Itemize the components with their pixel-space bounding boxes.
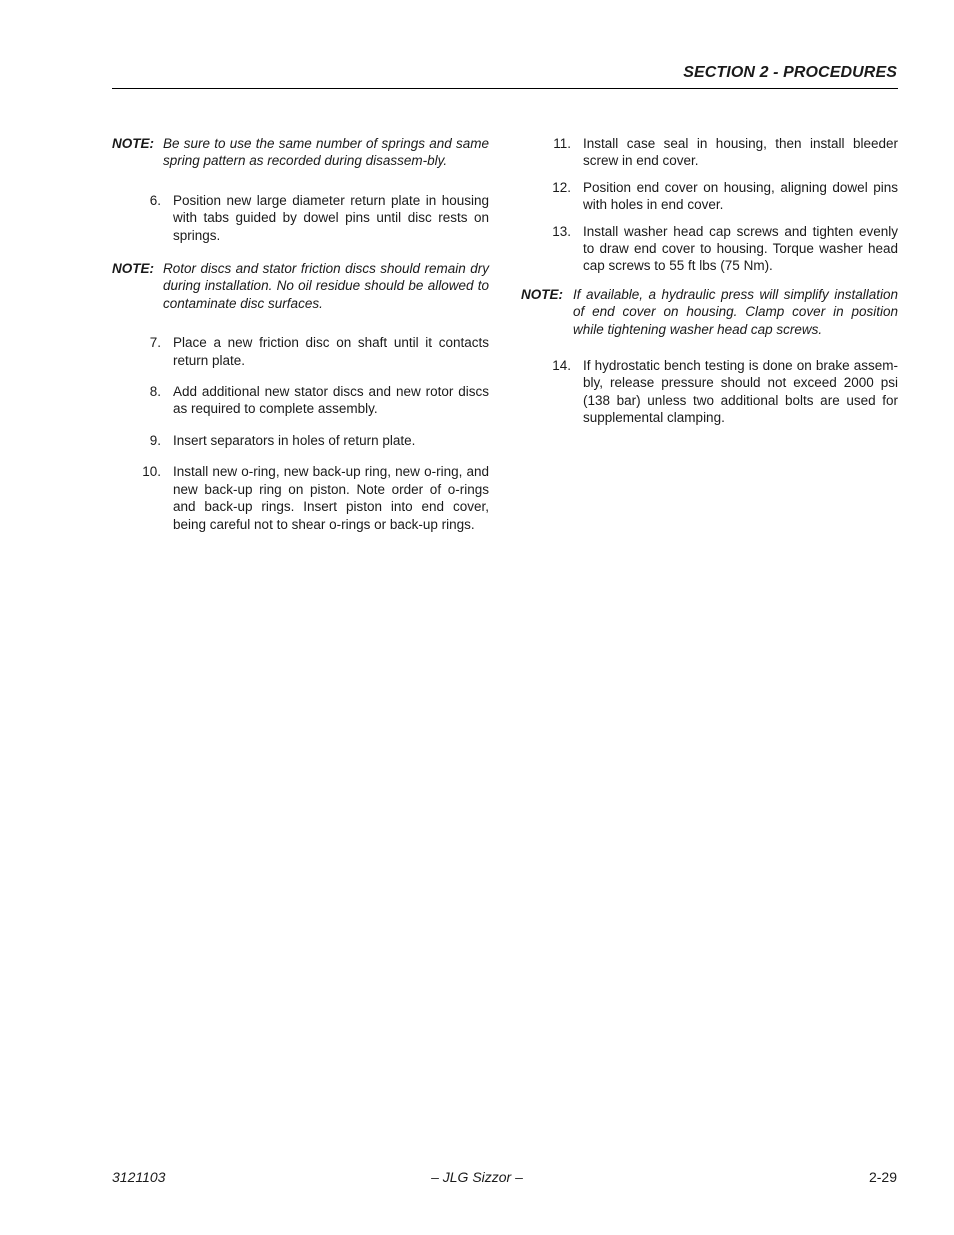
step-10 (112, 463, 489, 533)
left-column (112, 135, 489, 533)
step-text: Install new o-ring, new back-up ring, new o-ring, and new back-up ring on piston. Note order of o-rings and back-up rings. Insert piston into end cover, being careful not to shear o-rings or back-up rings. (173, 464, 489, 532)
note-springs (112, 135, 489, 170)
footer-doc-number: 3121103 (112, 1169, 166, 1185)
note-label: NOTE: (112, 136, 154, 151)
step-text: Install washer head cap screws and tighten evenly to draw end cover to housing. Torque washer head cap screws to 55 ft lbs (75 Nm). (583, 223, 898, 274)
header-rule (112, 88, 898, 89)
note-text: Be sure to use the same number of springs and same spring pattern as recorded during disassem-bly. (163, 136, 489, 169)
footer-title: – JLG Sizzor – (431, 1169, 523, 1185)
step-11 (521, 135, 898, 170)
step-number: 7. (149, 335, 161, 351)
step-number: 8. (149, 384, 161, 400)
step-number: 13. (552, 223, 571, 239)
step-text: Add additional new stator discs and new rotor discs as required to complete assembly. (173, 384, 489, 417)
step-text: Position new large diameter return plate in housing with tabs guided by dowel pins until disc rests on springs. (173, 192, 489, 243)
step-number: 11. (553, 136, 571, 151)
step-number: 9. (149, 432, 161, 448)
step-8 (112, 383, 489, 418)
step-6 (112, 192, 489, 244)
right-column (521, 135, 898, 427)
note-label: NOTE: (112, 261, 154, 277)
note-text: Rotor discs and stator friction discs should remain dry during installation. No oil residue should be allowed to contaminate disc surfaces. (163, 261, 489, 311)
step-number: 12. (552, 179, 571, 195)
footer-page-number: 2-29 (868, 1169, 897, 1185)
step-number: 6. (149, 192, 161, 208)
step-9 (112, 432, 489, 449)
step-text: If hydrostatic bench testing is done on brake assem-bly, release pressure should not exceed 2000 psi (138 bar) unless two additional bolts are used for supplemental clamping. (583, 358, 898, 426)
note-text: If available, a hydraulic press will simplify installation of end cover on housing. Clamp cover in position while tightening washer head cap screws. (573, 286, 898, 337)
step-text: Place a new friction disc on shaft until it contacts return plate. (173, 335, 489, 368)
note-label: NOTE: (521, 286, 563, 302)
step-text: Position end cover on housing, aligning dowel pins with holes in end cover. (583, 179, 898, 213)
step-12 (521, 179, 898, 214)
step-number: 10. (142, 464, 161, 480)
step-7 (112, 334, 489, 369)
step-text: Insert separators in holes of return plate. (173, 432, 416, 448)
step-text: Install case seal in housing, then install bleeder screw in end cover. (583, 136, 898, 169)
step-14 (521, 357, 898, 427)
step-number: 14. (552, 358, 571, 374)
section-title: SECTION 2 - PROCEDURES (683, 64, 897, 81)
note-hydraulic-press (521, 286, 898, 338)
note-rotor-discs (112, 260, 489, 312)
step-13 (521, 223, 898, 275)
